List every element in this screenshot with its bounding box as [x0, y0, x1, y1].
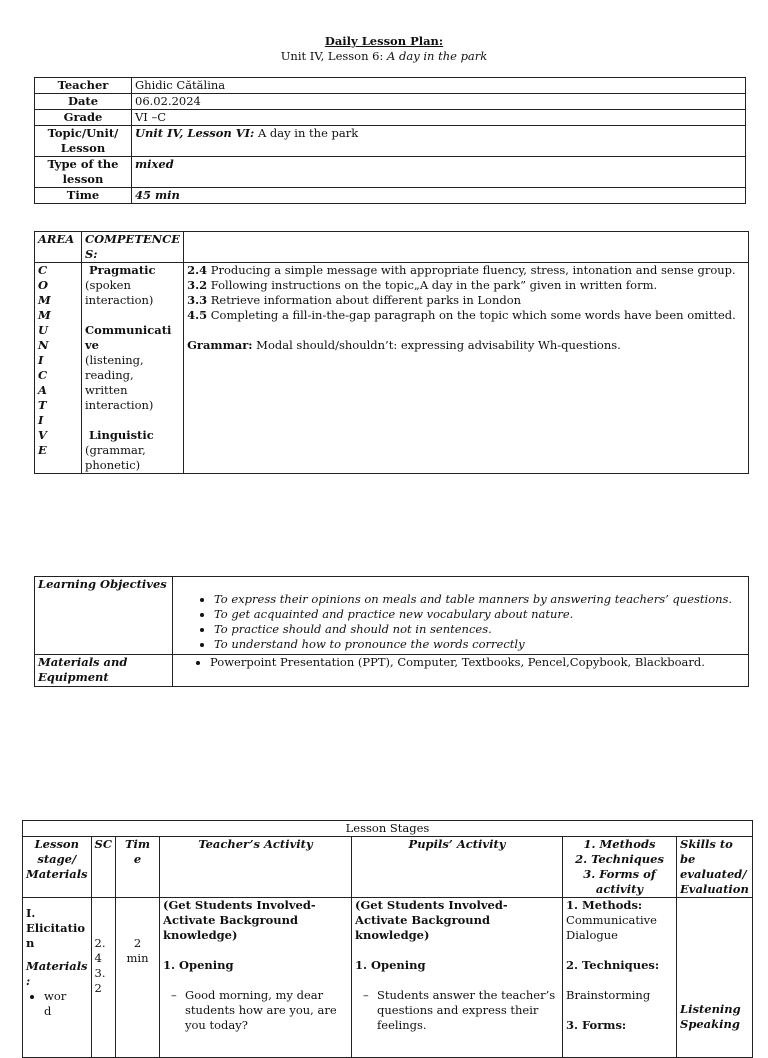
col-stage-header: Lesson stage/ Materials — [23, 837, 92, 898]
table-row — [35, 263, 749, 474]
table-row — [35, 94, 746, 110]
table-row — [35, 110, 746, 126]
teacher-activity-cell: (Get Students Involved-Activate Background knowledge) 1. Opening – Good morning, my dear students how are you, are you today? — [160, 898, 352, 1058]
col-methods-header: 1. Methods 2. Techniques 3. Forms of activity — [563, 837, 677, 898]
list-item: 3.2 Following instructions on the topic„A day in the park” given in written form. — [187, 278, 658, 292]
list-item: 2.4 Producing a simple message with appropriate fluency, stress, intonation and sense group. — [187, 263, 736, 277]
table-row — [35, 126, 746, 157]
topic-label: Topic/Unit/ Lesson — [35, 126, 132, 157]
list-item: • To express their opinions on meals and table manners by answering teachers’ questions. — [214, 592, 745, 607]
table-row — [35, 577, 749, 655]
area-header: AREA — [35, 232, 82, 263]
teacher-label: Teacher — [35, 78, 132, 94]
communicative-vertical: C O M M U N I C A T I V E — [35, 263, 82, 474]
materials-list — [173, 655, 749, 687]
list-item: • To practice should and should not in sentences. — [214, 622, 745, 637]
list-item: – Students answer the teacher’s questions and express their feelings. — [363, 988, 559, 1033]
col-time-header: Tim e — [116, 837, 160, 898]
teacher-value: Ghidic Cătălina — [132, 78, 746, 94]
topic-value: Unit IV, Lesson VI: A day in the park — [132, 126, 746, 157]
stage-cell: I. Elicitatio n Materials : • wor d — [23, 898, 92, 1058]
pupils-activity-cell: (Get Students Involved-Activate Background knowledge) 1. Opening – Students answer the teacher’s questions and express their feelings. — [352, 898, 563, 1058]
objectives-label: Learning Objectives — [35, 577, 173, 655]
time-label: Time — [35, 188, 132, 204]
competences-header: COMPETENCE S: — [82, 232, 184, 263]
list-item: • To get acquainted and practice new vocabulary about nature. — [214, 607, 745, 622]
list-item: • Powerpoint Presentation (PPT), Computer, Textbooks, Pencel,Copybook, Blackboard. — [210, 655, 745, 670]
skills-cell: Listening Speaking — [677, 898, 753, 1058]
info-table — [34, 77, 746, 204]
lesson-stages-table — [22, 820, 753, 1058]
methods-cell: 1. Methods: Communicative Dialogue 2. Techniques: Brainstorming 3. Forms: — [563, 898, 677, 1058]
table-row — [23, 821, 753, 837]
list-item: – Good morning, my dear students how are you, are you today? — [171, 988, 348, 1033]
col-skills-header: Skills to be evaluated/ Evaluation — [677, 837, 753, 898]
time-value: 45 min — [132, 188, 746, 204]
grammar-line: Grammar: Modal should/shouldn’t: expressing advisability Wh-questions. — [187, 338, 621, 352]
list-item: • wor d — [44, 989, 88, 1019]
col-sc-header: SC — [91, 837, 115, 898]
list-item: 4.5 Completing a fill-in-the-gap paragraph on the topic which some words have been omitted. — [187, 308, 736, 322]
time-cell: 2 min — [116, 898, 160, 1058]
competence-types: Pragmatic (spoken interaction) Communicati ve (listening, reading, written interaction) Linguistic (grammar, phonetic) — [82, 263, 184, 474]
objectives-list — [173, 577, 749, 655]
table-row — [35, 188, 746, 204]
table-row — [35, 157, 746, 188]
document-header — [0, 34, 768, 64]
lesson-stages-title: Lesson Stages — [23, 821, 753, 837]
table-row — [23, 837, 753, 898]
competence-descriptions — [184, 263, 749, 474]
document-title: Daily Lesson Plan: — [324, 34, 444, 48]
list-item: 3.3 Retrieve information about different parks in London — [187, 293, 522, 307]
grade-label: Grade — [35, 110, 132, 126]
table-row — [35, 78, 746, 94]
type-label: Type of the lesson — [35, 157, 132, 188]
date-label: Date — [35, 94, 132, 110]
list-item: • To understand how to pronounce the words correctly — [214, 637, 745, 652]
document-subtitle: Unit IV, Lesson 6: A day in the park — [280, 49, 488, 63]
date-value: 06.02.2024 — [132, 94, 746, 110]
table-row — [23, 898, 753, 1058]
blank-header — [184, 232, 749, 263]
competences-table — [34, 231, 749, 474]
type-value: mixed — [132, 157, 746, 188]
objectives-table — [34, 576, 749, 687]
table-row — [35, 655, 749, 687]
grade-value: VI –C — [132, 110, 746, 126]
col-teacher-header: Teacher’s Activity — [160, 837, 352, 898]
materials-label: Materials and Equipment — [35, 655, 173, 687]
table-row — [35, 232, 749, 263]
sc-cell: 2. 4 3. 2 — [91, 898, 115, 1058]
col-pupils-header: Pupils’ Activity — [352, 837, 563, 898]
